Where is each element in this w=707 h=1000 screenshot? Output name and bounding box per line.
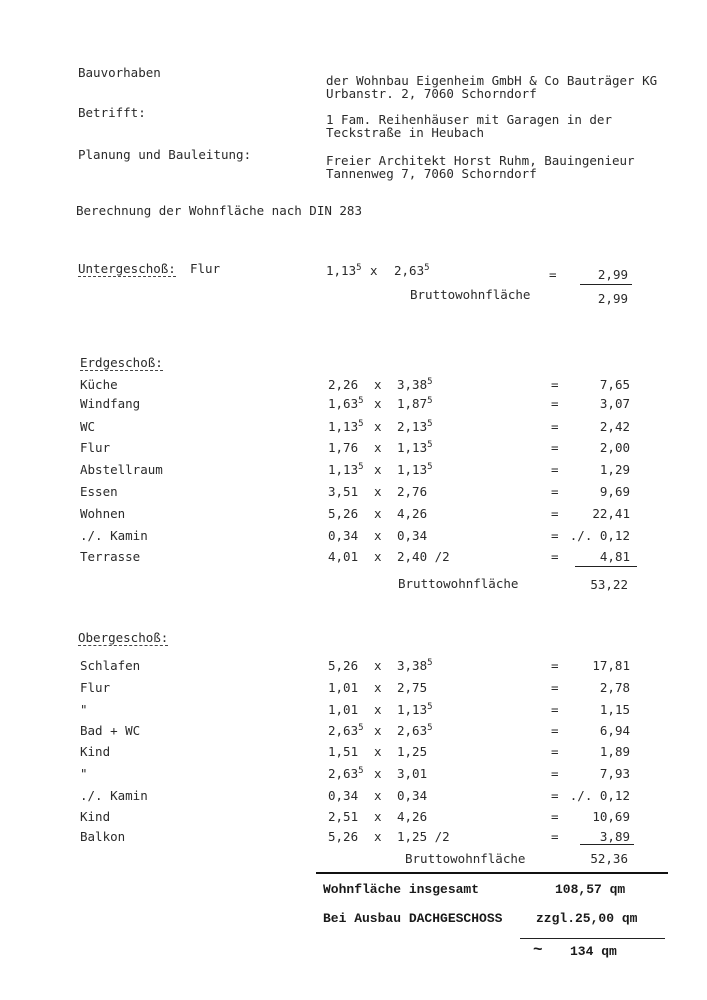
row-result: ./. 0,12 xyxy=(569,528,630,543)
equals-sign: = xyxy=(551,440,559,455)
equals-sign: = xyxy=(551,528,559,543)
equals-sign: = xyxy=(551,484,559,499)
bauvorhaben-line1: der Wohnbau Eigenheim GmbH & Co Bauträger KG xyxy=(326,73,658,88)
room-label: WC xyxy=(80,419,96,434)
dimension-b: 1,25 /2 xyxy=(397,829,450,844)
times-sign: x xyxy=(374,809,382,824)
dimension-b: 2,63$^5$ xyxy=(397,723,433,738)
row-result: 1,89 xyxy=(599,744,630,759)
dimension-b: 4,26 xyxy=(397,506,428,521)
row-result: 9,69 xyxy=(599,484,630,499)
untergeschoss-result: 2,99 xyxy=(597,267,628,282)
dimension-a: 2,51 xyxy=(328,809,359,824)
equals-sign: = xyxy=(551,809,559,824)
row-result: 6,94 xyxy=(599,723,630,738)
room-label: Abstellraum xyxy=(80,462,163,477)
times-sign: x xyxy=(374,484,382,499)
dimension-b: 0,34 xyxy=(397,528,428,543)
row-result: 7,93 xyxy=(599,766,630,781)
times-sign: x xyxy=(374,440,382,455)
dimension-b: 1,13$^5$ xyxy=(397,462,433,477)
room-label: Windfang xyxy=(80,396,141,411)
sum-underline xyxy=(580,844,634,845)
room-label: ./. Kamin xyxy=(80,788,148,803)
dimension-b: 2,76 xyxy=(397,484,428,499)
row-result: 10,69 xyxy=(592,809,630,824)
dimension-b: 0,34 xyxy=(397,788,428,803)
dimension-a: 2,63$^5$ xyxy=(328,723,364,738)
times-sign: x xyxy=(374,462,382,477)
ausbau-value: zzgl.25,00 qm xyxy=(536,911,638,926)
dimension-a: 1,76 xyxy=(328,440,359,455)
dimension-b: 4,26 xyxy=(397,809,428,824)
dimension-a: 3,51 xyxy=(328,484,359,499)
dimension-b: 3,38$^5$ xyxy=(397,377,433,392)
sum-underline xyxy=(575,566,637,567)
row-result: 7,65 xyxy=(599,377,630,392)
dimension-b: 1,13$^5$ xyxy=(397,702,433,717)
untergeschoss-dim-b: 2,63$^5$ xyxy=(394,263,430,278)
row-result: 1,15 xyxy=(599,702,630,717)
obergeschoss-brutto-value: 52,36 xyxy=(590,851,628,866)
untergeschoss-dim-a: 1,13$^5$ xyxy=(326,263,362,278)
bauvorhaben-label: Bauvorhaben xyxy=(78,65,161,80)
equals-sign: = xyxy=(551,658,559,673)
dimension-a: 5,26 xyxy=(328,829,359,844)
approx-sign: ~ xyxy=(533,941,543,959)
times-sign: x xyxy=(374,396,382,411)
room-label: Balkon xyxy=(80,829,126,844)
betrifft-line2: Teckstraße in Heubach xyxy=(326,125,485,140)
row-result: ./. 0,12 xyxy=(569,788,630,803)
dimension-a: 2,63$^5$ xyxy=(328,766,364,781)
equals-sign: = xyxy=(551,377,559,392)
dimension-a: 1,13$^5$ xyxy=(328,419,364,434)
times-sign: x xyxy=(374,419,382,434)
equals-sign: = xyxy=(549,267,557,282)
betrifft-line1: 1 Fam. Reihenhäuser mit Garagen in der xyxy=(326,112,612,127)
room-label: Essen xyxy=(80,484,118,499)
planung-label: Planung und Bauleitung: xyxy=(78,147,252,162)
times-sign: x xyxy=(374,549,382,564)
erdgeschoss-brutto-value: 53,22 xyxy=(590,577,628,592)
total-value: 134 qm xyxy=(570,944,617,959)
dimension-b: 1,87$^5$ xyxy=(397,396,433,411)
room-label: " xyxy=(80,766,88,781)
equals-sign: = xyxy=(551,829,559,844)
bauvorhaben-line2: Urbanstr. 2, 7060 Schorndorf xyxy=(326,86,537,101)
dimension-a: 1,51 xyxy=(328,744,359,759)
times-sign: x xyxy=(374,702,382,717)
dimension-a: 1,63$^5$ xyxy=(328,396,364,411)
times-sign: x xyxy=(370,263,378,278)
wohnflaeche-label: Wohnfläche insgesamt xyxy=(323,882,480,897)
room-label: Flur xyxy=(80,680,111,695)
row-result: 2,00 xyxy=(599,440,630,455)
times-sign: x xyxy=(374,528,382,543)
equals-sign: = xyxy=(551,506,559,521)
times-sign: x xyxy=(374,658,382,673)
dimension-b: 3,38$^5$ xyxy=(397,658,433,673)
dimension-b: 2,75 xyxy=(397,680,428,695)
times-sign: x xyxy=(374,744,382,759)
dimension-a: 1,13$^5$ xyxy=(328,462,364,477)
row-result: 22,41 xyxy=(592,506,630,521)
equals-sign: = xyxy=(551,744,559,759)
times-sign: x xyxy=(374,788,382,803)
betrifft-label: Betrifft: xyxy=(78,105,146,120)
row-result: 3,89 xyxy=(599,829,630,844)
erdgeschoss-title: Erdgeschoß: xyxy=(80,355,163,370)
obergeschoss-brutto-label: Bruttowohnfläche xyxy=(405,851,526,866)
times-sign: x xyxy=(374,377,382,392)
equals-sign: = xyxy=(551,396,559,411)
times-sign: x xyxy=(374,723,382,738)
dimension-b: 1,25 xyxy=(397,744,428,759)
dimension-a: 5,26 xyxy=(328,658,359,673)
dimension-b: 2,40 /2 xyxy=(397,549,450,564)
summary-top-rule xyxy=(316,872,668,874)
equals-sign: = xyxy=(551,766,559,781)
dimension-a: 4,01 xyxy=(328,549,359,564)
dimension-a: 2,26 xyxy=(328,377,359,392)
row-result: 17,81 xyxy=(592,658,630,673)
equals-sign: = xyxy=(551,549,559,564)
times-sign: x xyxy=(374,766,382,781)
row-result: 3,07 xyxy=(599,396,630,411)
dimension-b: 2,13$^5$ xyxy=(397,419,433,434)
room-label: Flur xyxy=(80,440,111,455)
obergeschoss-title: Obergeschoß: xyxy=(78,630,169,645)
equals-sign: = xyxy=(551,419,559,434)
untergeschoss-room: Flur xyxy=(190,261,221,276)
berechnung-title: Berechnung der Wohnfläche nach DIN 283 xyxy=(76,203,362,218)
row-result: 1,29 xyxy=(599,462,630,477)
row-result: 2,42 xyxy=(599,419,630,434)
room-label: ./. Kamin xyxy=(80,528,148,543)
untergeschoss-brutto-label: Bruttowohnfläche xyxy=(410,287,531,302)
equals-sign: = xyxy=(551,680,559,695)
row-result: 4,81 xyxy=(599,549,630,564)
equals-sign: = xyxy=(551,702,559,717)
untergeschoss-brutto-value: 2,99 xyxy=(597,291,628,306)
room-label: Bad + WC xyxy=(80,723,141,738)
planung-line1: Freier Architekt Horst Ruhm, Bauingenieur xyxy=(326,153,635,168)
equals-sign: = xyxy=(551,462,559,477)
dimension-a: 0,34 xyxy=(328,788,359,803)
room-label: Kind xyxy=(80,744,111,759)
dimension-a: 1,01 xyxy=(328,680,359,695)
dimension-a: 0,34 xyxy=(328,528,359,543)
ausbau-label: Bei Ausbau DACHGESCHOSS xyxy=(323,911,503,926)
untergeschoss-title: Untergeschoß: xyxy=(78,261,176,276)
planung-line2: Tannenweg 7, 7060 Schorndorf xyxy=(326,166,537,181)
erdgeschoss-brutto-label: Bruttowohnfläche xyxy=(398,576,519,591)
room-label: Terrasse xyxy=(80,549,141,564)
times-sign: x xyxy=(374,829,382,844)
sum-underline xyxy=(580,284,632,285)
dimension-a: 1,01 xyxy=(328,702,359,717)
dimension-b: 1,13$^5$ xyxy=(397,440,433,455)
equals-sign: = xyxy=(551,788,559,803)
equals-sign: = xyxy=(551,723,559,738)
room-label: Wohnen xyxy=(80,506,126,521)
row-result: 2,78 xyxy=(599,680,630,695)
room-label: Kind xyxy=(80,809,111,824)
times-sign: x xyxy=(374,506,382,521)
wohnflaeche-value: 108,57 qm xyxy=(555,882,626,897)
room-label: Schlafen xyxy=(80,658,141,673)
room-label: Küche xyxy=(80,377,118,392)
room-label: " xyxy=(80,702,88,717)
dimension-b: 3,01 xyxy=(397,766,428,781)
times-sign: x xyxy=(374,680,382,695)
dimension-a: 5,26 xyxy=(328,506,359,521)
total-rule xyxy=(520,938,665,939)
